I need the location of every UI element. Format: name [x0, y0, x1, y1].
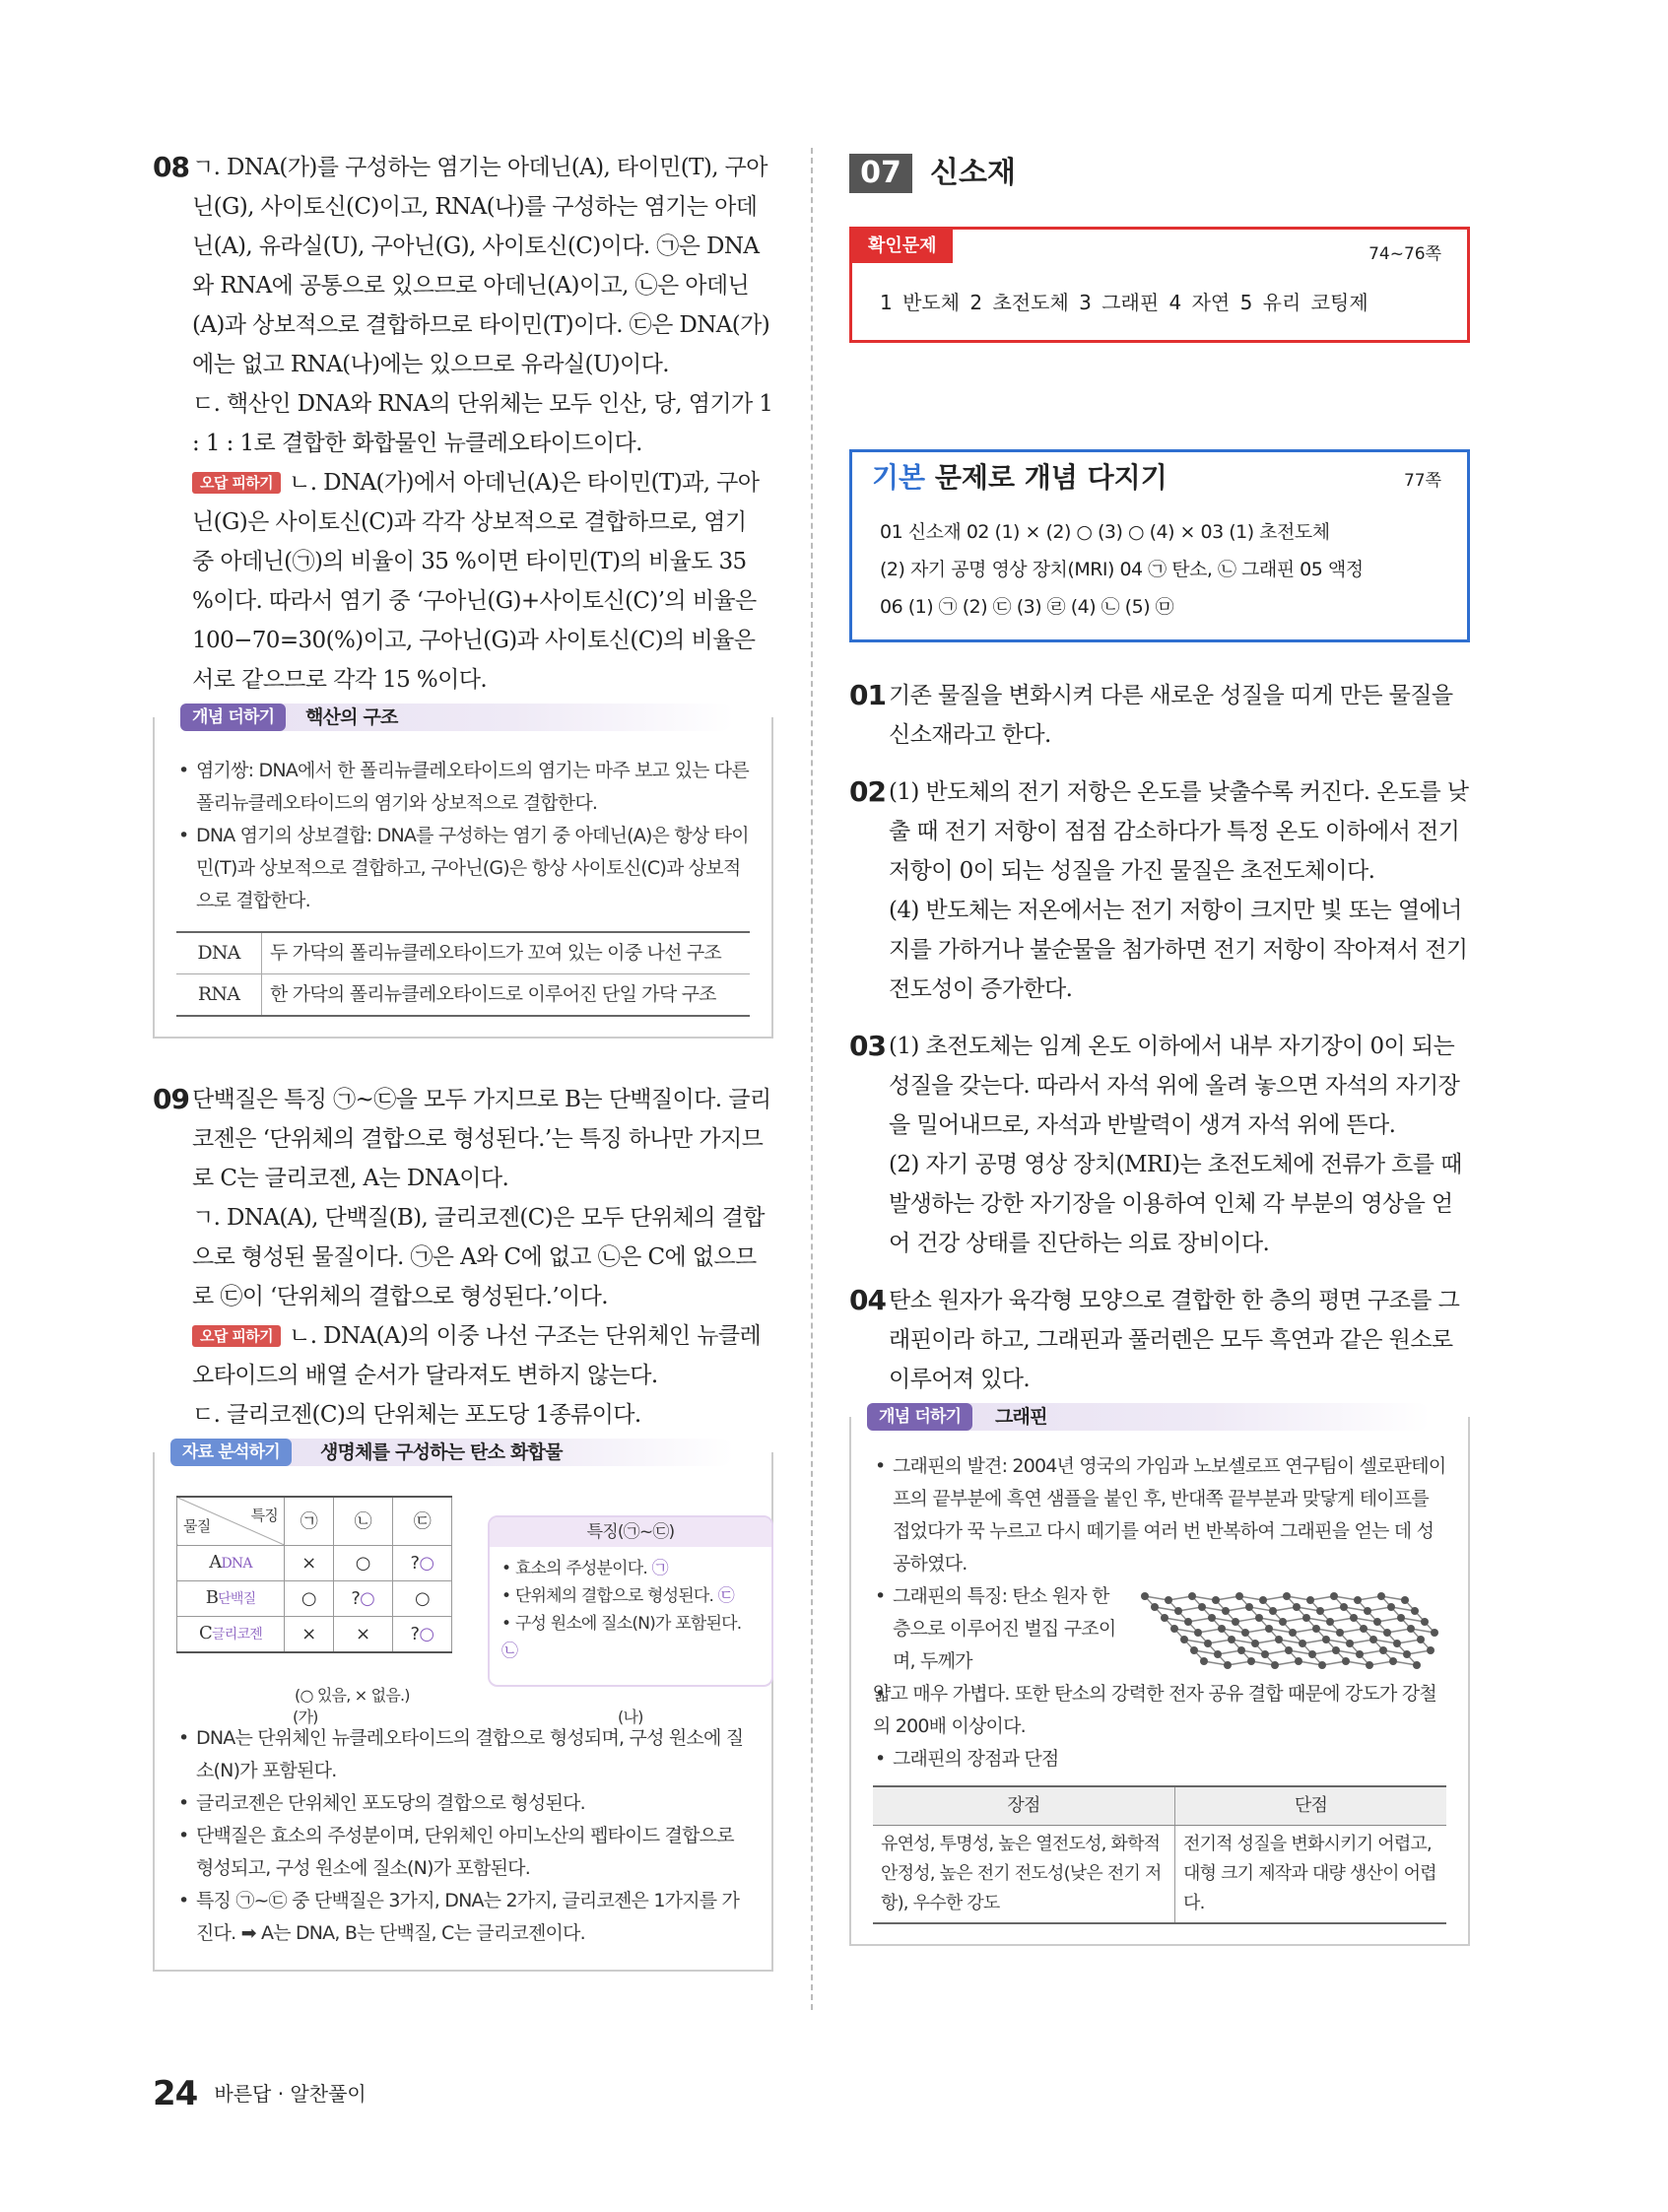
carbon-atom — [1194, 1629, 1202, 1637]
left-column — [153, 148, 773, 1972]
carbon-atom — [1212, 1596, 1220, 1604]
carbon-atom — [1387, 1603, 1395, 1611]
question-08 — [153, 148, 773, 700]
carbon-atom — [1245, 1603, 1253, 1611]
carbon-atom — [1389, 1657, 1397, 1665]
question-number: 01 — [849, 679, 886, 711]
answer-line: 1 반도체 2 초전도체 3 그래핀 4 자연 5 유리 코팅제 — [880, 291, 1368, 314]
carbon-atom — [1190, 1646, 1198, 1654]
carbon-atom — [1312, 1625, 1320, 1633]
box-title: 생명체를 구성하는 탄소 화합물 — [320, 1441, 563, 1463]
carbon-atom — [1198, 1603, 1206, 1611]
question-number: 02 — [849, 775, 886, 808]
carbon-atom — [1377, 1592, 1385, 1600]
carbon-atom — [1228, 1636, 1235, 1643]
carbon-atom — [1393, 1640, 1401, 1647]
carbon-atom — [1326, 1618, 1334, 1626]
answer-paragraph: 오답 피하기 ㄴ. DNA(가)에서 아데닌(A)은 타이민(T)과, 구아닌(G)은 사이토신(C)과 각각 상보적으로 결합하므로, 염기 중 아데닌(㉠)의 비율이 35 %이면 타이민(T)의 비율도 35 %이다. 따라서 염기 중 ‘구아닌(G)+사이토신(C)’의 비율은 100−70=30(%)이고, 구아닌(G)과 사이토신(C)의 비율은 서로 같으므로 각각 15 %이다. — [192, 470, 760, 693]
carbon-atom — [1354, 1596, 1362, 1604]
box-label: 확인문제 — [852, 230, 953, 263]
carbon-atom — [1151, 1603, 1159, 1611]
nucleic-acid-table — [176, 931, 750, 1017]
answer-03: 03 (1) 초전도체는 임계 온도 이하에서 내부 자기장이 0이 되는 성질을 갖는다. 따라서 자석 위에 올려 놓으면 자석의 자기장을 밀어내므로, 자석과 반발력이 생겨 자석 위에 뜬다. (2) 자기 공명 영상 장치(MRI)는 초전도체에 전류가 흐를 때 발생하는 강한 자기장을 이용하여 인체 각 부분의 영상을 얻어 건강 상태를 진단하는 의료 장비이다. — [849, 1027, 1470, 1263]
carbon-atom — [1293, 1603, 1301, 1611]
table-legend: (○ 있음, × 없음.) — [295, 1686, 410, 1705]
caption-a: (가) — [293, 1708, 318, 1726]
concept-box-graphene — [849, 1406, 1470, 1946]
carbon-atom — [1237, 1646, 1245, 1654]
carbon-atom — [1161, 1614, 1168, 1622]
footer-title: 바른답 · 알찬풀이 — [214, 2082, 367, 2106]
page-range: 74~76쪽 — [1368, 244, 1441, 264]
carbon-atom — [1316, 1607, 1324, 1615]
answer-paragraph: ㄷ. 글리코젠(C)의 단위체는 포도당 1종류이다. — [192, 1402, 641, 1428]
page-range: 77쪽 — [1403, 471, 1441, 491]
wrong-answer-tag: 오답 피하기 — [192, 472, 281, 494]
carbon-atom — [1401, 1596, 1409, 1604]
carbon-atom — [1170, 1625, 1178, 1633]
carbon-atom — [1299, 1640, 1306, 1647]
column-divider — [811, 148, 813, 2010]
carbon-atom — [1340, 1603, 1348, 1611]
carbon-atom — [1346, 1640, 1354, 1647]
carbon-atom — [1259, 1596, 1267, 1604]
carbon-atom — [1383, 1629, 1391, 1637]
table-row: ADNA × ○ ?○ — [177, 1546, 452, 1581]
carbon-atom — [1218, 1625, 1226, 1633]
carbon-atom — [1350, 1614, 1358, 1622]
carbon-atom — [1174, 1607, 1182, 1615]
feature-table: 특징 물질 ㉠ ㉡ ㉢ ADNA × ○ ?○ B단백질 ○ ?○ ○ C글리코젠 × × ?○ — [176, 1496, 452, 1653]
carbon-atom — [1369, 1636, 1377, 1643]
carbon-atom — [1141, 1592, 1149, 1600]
carbon-atom — [1431, 1629, 1438, 1637]
carbon-atom — [1322, 1636, 1330, 1643]
carbon-atom — [1269, 1607, 1277, 1615]
carbon-atom — [1302, 1614, 1310, 1622]
carbon-atom — [1204, 1640, 1212, 1647]
list-item: • DNA는 단위체인 뉴클레오타이드의 결합으로 형성되며, 구성 원소에 질소(N)가 포함된다. — [176, 1722, 750, 1787]
carbon-atom — [1235, 1592, 1243, 1600]
list-item: • 글리코젠은 단위체인 포도당의 결합으로 형성된다. — [176, 1787, 750, 1820]
list-item: • 효소의 주성분이다. ㉠ — [501, 1559, 668, 1578]
answer-paragraph: 단백질은 특징 ㉠~㉢을 모두 가지므로 B는 단백질이다. 글리코젠은 ‘단위체의 결합으로 형성된다.’는 특징 하나만 가지므로 C는 글리코젠, A는 DNA이다. — [192, 1087, 771, 1191]
carbon-atom — [1356, 1650, 1364, 1658]
data-analysis-box — [153, 1441, 773, 1972]
list-item: • 염기쌍: DNA에서 한 폴리뉴클레오타이드의 염기는 마주 보고 있는 다른 폴리뉴클레오타이드의 염기와 상보적으로 결합한다. — [176, 755, 750, 820]
list-item: • 구성 원소에 질소(N)가 포함된다. ㉡ — [501, 1614, 742, 1661]
carbon-atom — [1379, 1646, 1387, 1654]
table-row: B단백질 ○ ?○ ○ — [177, 1581, 452, 1617]
carbon-atom — [1295, 1657, 1302, 1665]
carbon-atom — [1373, 1618, 1381, 1626]
carbon-atom — [1336, 1629, 1344, 1637]
carbon-atom — [1360, 1625, 1368, 1633]
feature-list — [488, 1515, 773, 1687]
carbon-atom — [1261, 1650, 1269, 1658]
graphene-lattice-icon — [1125, 1576, 1450, 1685]
carbon-atom — [1397, 1614, 1405, 1622]
carbon-atom — [1208, 1614, 1216, 1622]
table-row: C글리코젠 × × ?○ — [177, 1617, 452, 1653]
carbon-atom — [1283, 1592, 1291, 1600]
question-number: 03 — [849, 1030, 886, 1062]
answer-02: 02 (1) 반도체의 전기 저항은 온도를 낮출수록 커진다. 온도를 낮출 때 전기 저항이 점점 감소하다가 특정 온도 이하에서 전기 저항이 0이 되는 성질을 가진 물질은 초전도체이다. (4) 반도체는 저온에서는 전기 저항이 크지만 빛 또는 열에너지를 가하거나 불순물을 첨가하면 전기 저항이 작아져서 전기 전도성이 증가한다. — [849, 772, 1470, 1009]
carbon-atom — [1364, 1607, 1371, 1615]
carbon-atom — [1165, 1596, 1172, 1604]
answer-paragraph: ㄱ. DNA(A), 단백질(B), 글리코젠(C)은 모두 단위체의 결합으로 형성된 물질이다. ㉠은 A와 C에 없고 ㉡은 C에 없으므로 ㉢이 ‘단위체의 결합으로 형성된다.’이다. — [192, 1205, 765, 1309]
carbon-atom — [1306, 1596, 1314, 1604]
carbon-atom — [1180, 1636, 1188, 1643]
carbon-atom — [1407, 1625, 1415, 1633]
carbon-atom — [1200, 1657, 1208, 1665]
question-number: 09 — [153, 1083, 189, 1115]
box-label: 개념 더하기 — [867, 1403, 972, 1431]
question-number: 04 — [849, 1284, 886, 1316]
list-item: • 단백질은 효소의 주성분이며, 단위체인 아미노산의 펩타이드 결합으로 형성되고, 구성 원소에 질소(N)가 포함된다. — [176, 1820, 750, 1885]
carbon-atom — [1214, 1650, 1222, 1658]
carbon-atom — [1184, 1618, 1192, 1626]
box-label: 자료 분석하기 — [170, 1439, 292, 1466]
carbon-atom — [1318, 1661, 1326, 1669]
concept-box-nucleic-acid — [153, 706, 773, 1039]
box-title: 핵산의 구조 — [305, 706, 398, 728]
list-item: • 특징 ㉠~㉢ 중 단백질은 3가지, DNA는 2가지, 글리코젠은 1가지를 가진다. ➡ A는 DNA, B는 단백질, C는 글리코젠이다. — [176, 1885, 750, 1950]
section-header — [849, 148, 1470, 197]
list-item: • 단위체의 결합으로 형성된다. ㉢ — [501, 1586, 734, 1606]
carbon-atom — [1224, 1661, 1232, 1669]
carbon-atom — [1330, 1592, 1338, 1600]
feature-list-title: 특징(㉠~㉢) — [490, 1517, 771, 1547]
caption-b: (나) — [618, 1708, 643, 1726]
check-problem-box — [849, 227, 1470, 343]
carbon-atom — [1332, 1646, 1340, 1654]
answer-paragraph: 오답 피하기 ㄴ. DNA(A)의 이중 나선 구조는 단위체인 뉴클레오타이드의 배열 순서가 달라져도 변하지 않는다. — [192, 1323, 762, 1388]
carbon-atom — [1411, 1607, 1419, 1615]
carbon-atom — [1275, 1636, 1283, 1643]
wrong-answer-tag: 오답 피하기 — [192, 1325, 281, 1347]
carbon-atom — [1413, 1661, 1421, 1669]
box-title: 그래핀 — [995, 1406, 1047, 1428]
right-column — [849, 148, 1470, 1946]
answer-line: 06 (1) ㉠ (2) ㉢ (3) ㉣ (4) ㉡ (5) ㉤ — [880, 596, 1174, 618]
carbon-atom — [1279, 1618, 1287, 1626]
carbon-atom — [1285, 1646, 1293, 1654]
answer-paragraph: ㄷ. 핵산인 DNA와 RNA의 단위체는 모두 인산, 당, 염기가 1 : 1 : 1로 결합한 화합물인 뉴클레오타이드이다. — [192, 391, 773, 456]
carbon-atom — [1241, 1629, 1249, 1637]
question-number: 08 — [153, 151, 189, 183]
carbon-atom — [1222, 1607, 1230, 1615]
list-item: • DNA 염기의 상보결합: DNA를 구성하는 염기 중 아데닌(A)은 항상 타이민(T)과 상보적으로 결합하고, 구아닌(G)은 항상 사이토신(C)과 상보적으로 결합한다. — [176, 820, 750, 917]
answer-01: 01 기존 물질을 변화시켜 다른 새로운 성질을 띠게 만든 물질을 신소재라고 한다. — [849, 676, 1470, 755]
carbon-atom — [1265, 1625, 1273, 1633]
carbon-atom — [1289, 1629, 1297, 1637]
answer-line: (2) 자기 공명 영상 장치(MRI) 04 ㉠ 탄소, ㉡ 그래핀 05 액정 — [880, 559, 1364, 580]
list-item: • 그래핀의 장점과 단점 — [873, 1743, 1446, 1776]
section-title: 신소재 — [930, 156, 1016, 190]
carbon-atom — [1417, 1636, 1425, 1643]
analysis-figure — [176, 1482, 750, 1726]
carbon-atom — [1421, 1618, 1429, 1626]
table-row: 유연성, 투명성, 높은 열전도성, 화학적 안정성, 높은 전기 전도성(낮은 전기 저항), 우수한 강도 전기적 성질을 변화시키기 어렵고, 대형 크기 제작과 대량 생산이 어렵다. — [873, 1826, 1446, 1924]
table-row: 장점 단점 — [873, 1786, 1446, 1826]
list-item: • 그래핀의 특징: 탄소 원자 한 층으로 이루어진 벌집 구조이며, 두께가 — [873, 1580, 1446, 1678]
carbon-atom — [1255, 1614, 1263, 1622]
carbon-atom — [1251, 1640, 1259, 1647]
carbon-atom — [1366, 1661, 1373, 1669]
carbon-atom — [1188, 1592, 1196, 1600]
list-item: • 그래핀의 발견: 2004년 영국의 가임과 노보셀로프 연구팀이 셀로판테이프의 끝부분에 흑연 샘플을 붙인 후, 반대쪽 끝부분과 맞닿게 테이프를 접었다가 꾹 누르고 다시 떼기를 여러 번 반복하여 그래핀을 얻는 데 성공하였다. — [873, 1450, 1446, 1580]
carbon-atom — [1232, 1618, 1239, 1626]
table-row: DNA 두 가닥의 폴리뉴클레오타이드가 꼬여 있는 이중 나선 구조 — [176, 932, 750, 974]
table-row: RNA 한 가닥의 폴리뉴클레오타이드로 이루어진 단일 가닥 구조 — [176, 974, 750, 1017]
answer-04: 04 탄소 원자가 육각형 모양으로 결합한 한 층의 평면 구조를 그래핀이라 하고, 그래핀과 풀러렌은 모두 흑연과 같은 원소로 이루어져 있다. — [849, 1281, 1470, 1399]
carbon-atom — [1308, 1650, 1316, 1658]
carbon-atom — [1271, 1661, 1279, 1669]
section-number: 07 — [849, 154, 912, 193]
carbon-atom — [1247, 1657, 1255, 1665]
carbon-atom — [1342, 1657, 1350, 1665]
pros-cons-table — [873, 1785, 1446, 1924]
question-09 — [153, 1080, 773, 1435]
page-number: 24 — [153, 2074, 198, 2113]
page-footer — [153, 2074, 367, 2113]
basic-problem-box — [849, 449, 1470, 642]
box-title: 기본 문제로 개념 다지기 — [872, 461, 1168, 494]
carbon-atom — [1427, 1646, 1434, 1654]
carbon-atom — [1403, 1650, 1411, 1658]
answer-line: 01 신소재 02 (1) × (2) ○ (3) ○ (4) × 03 (1) 초전도체 — [880, 521, 1330, 543]
answer-paragraph: ㄱ. DNA(가)를 구성하는 염기는 아데닌(A), 타이민(T), 구아닌(G), 사이토신(C)이고, RNA(나)를 구성하는 염기는 아데닌(A), 유라실(U), 구아닌(G), 사이토신(C)이다. ㉠은 DNA와 RNA에 공통으로 있으므로 아데닌(A)이고, ㉡은 아데닌(A)과 상보적으로 결합하므로 타이민(T)이다. ㉢은 DNA(가)에는 없고 RNA(나)에는 있으므로 유라실(U)이다. — [192, 155, 770, 377]
list-item: • 얇고 매우 가볍다. 또한 탄소의 강력한 전자 공유 결합 때문에 강도가 강철의 200배 이상이다. — [873, 1678, 1446, 1743]
box-label: 개념 더하기 — [180, 704, 286, 731]
